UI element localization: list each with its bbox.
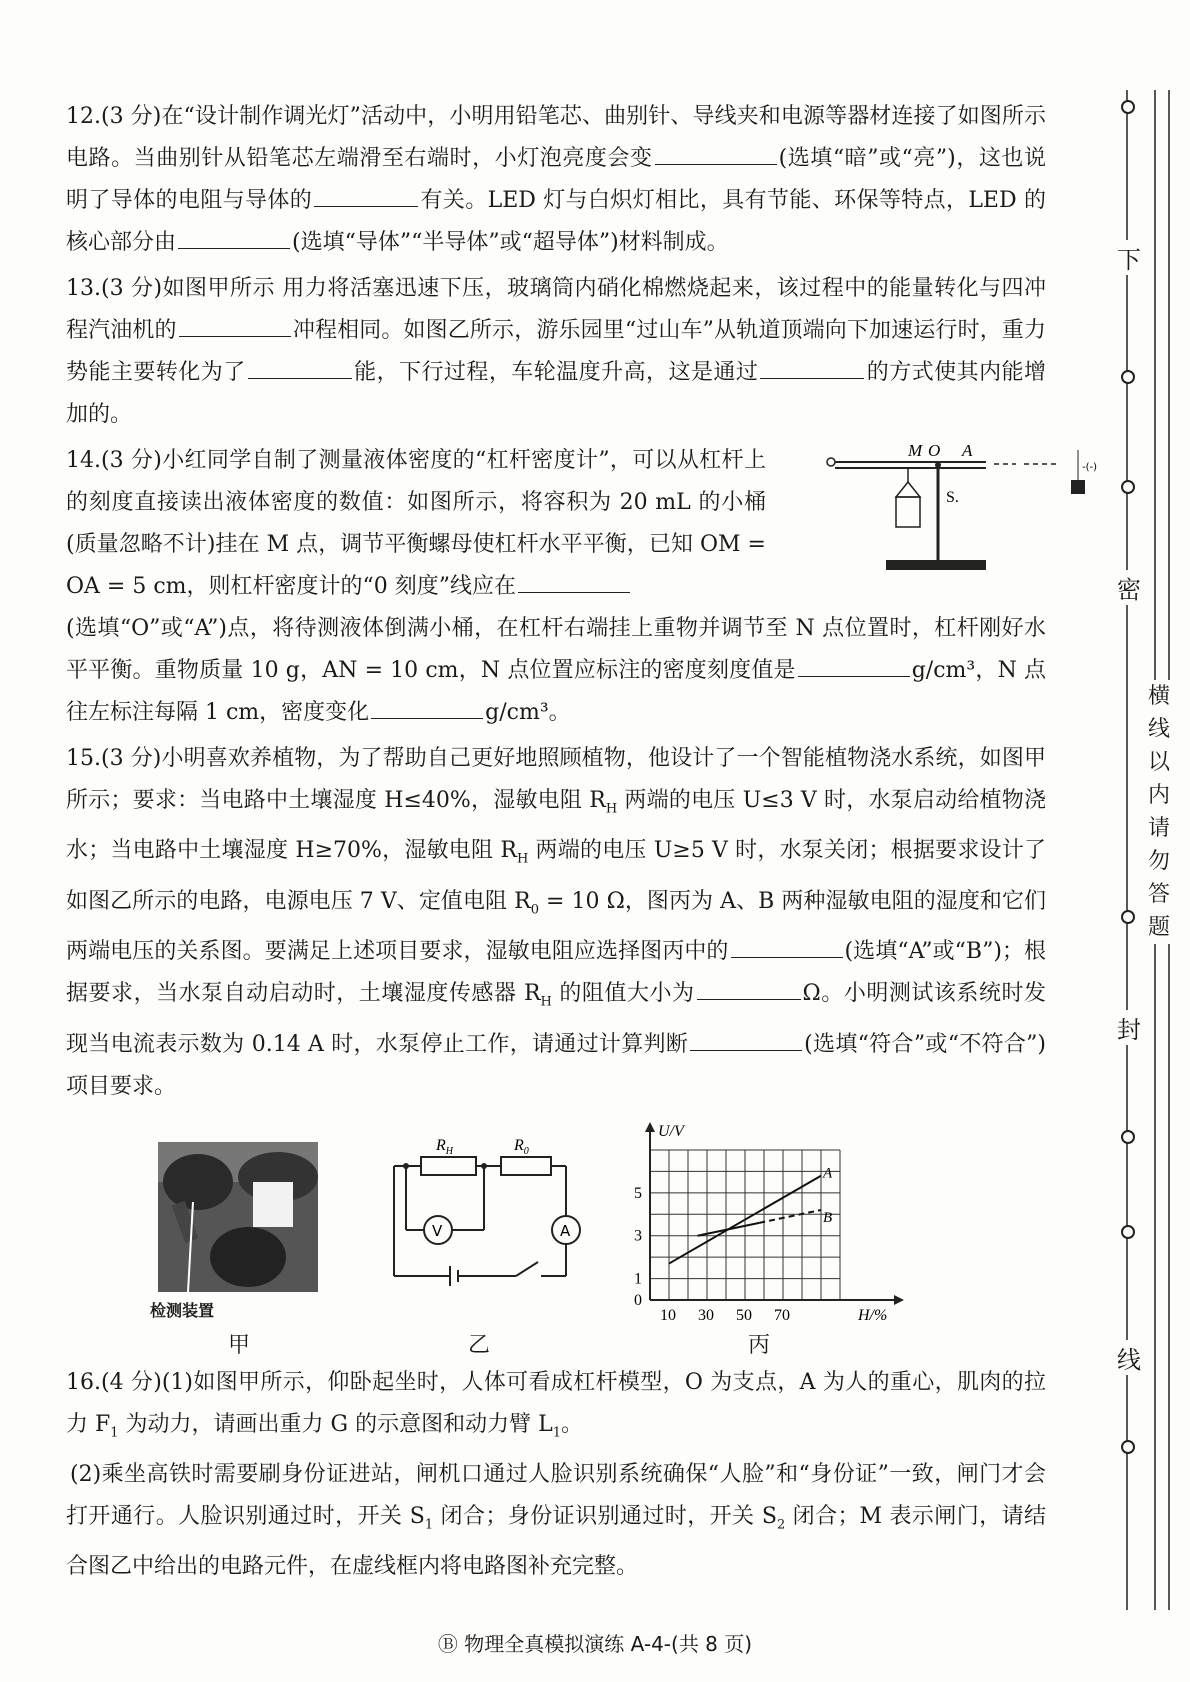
page-footer: Ⓑ 物理全真模拟演练 A-4-(共 8 页) bbox=[437, 1632, 753, 1656]
question-text: 冲程相同。如图乙所示，游乐园里“过山车”从轨道顶端向下加速运行时，重力势能主要转化为了 bbox=[66, 318, 1046, 385]
lever-density-meter-figure bbox=[816, 442, 1116, 592]
binding-hole bbox=[1121, 1225, 1135, 1239]
question-number: 12. bbox=[66, 104, 101, 129]
answer-blank[interactable] bbox=[760, 356, 864, 379]
binding-hole bbox=[1121, 910, 1135, 924]
question-text: (4 分)(1)如图甲所示，仰卧起坐时，人体可看成杠杆模型，O 为支点，A 为人的重心，肌肉的拉力 F bbox=[66, 1369, 1046, 1437]
svg-text:R0 bbox=[513, 1137, 529, 1157]
figure-bing-caption: 丙 bbox=[748, 1332, 771, 1358]
question-text: g/cm³。 bbox=[485, 700, 571, 725]
question-14 bbox=[66, 440, 1098, 734]
series-line-b-dashed bbox=[759, 1210, 821, 1223]
question-text: (选填“A”或“B”)；根据要求，当水泵自动启动时，土壤湿度传感器 R bbox=[66, 939, 1046, 1007]
question-15 bbox=[66, 738, 1046, 1108]
x-axis-arrow bbox=[894, 1295, 904, 1305]
question-text: 两端的电压 U≥5 V 时，水泵关闭；根据要求设计了如图乙所示的电路，电源电压 7 V、定值电阻 R bbox=[66, 838, 1046, 914]
binding-xia: 下 bbox=[1115, 240, 1143, 275]
answer-blank[interactable] bbox=[731, 935, 843, 958]
question-text: (选填“暗”或“亮”)，这也说明了导体的电阻与导体的 bbox=[66, 146, 1046, 213]
r0-label: R bbox=[514, 1136, 524, 1154]
answer-blank[interactable] bbox=[371, 696, 483, 719]
binding-hole bbox=[1121, 1440, 1135, 1454]
subscript: H bbox=[517, 851, 529, 867]
question-text: (选填“导体”“半导体”或“超导体”)材料制成。 bbox=[292, 230, 729, 255]
subscript: H bbox=[540, 994, 552, 1010]
question-text: (选填“O”或“A”)点，将待测液体倒满小桶，在杠杆右端挂上重物并调节至 N 点位置时，杠杆刚好水平平衡。重物质量 10 g，AN = 10 cm，N 点位置应标注的密度刻度值是 bbox=[66, 616, 1046, 683]
question-14-text bbox=[66, 440, 766, 608]
subscript: 2 bbox=[776, 1517, 786, 1533]
x-axis-label: H/% bbox=[858, 1306, 888, 1323]
figure-yi-caption: 乙 bbox=[468, 1332, 491, 1358]
y-tick-label: 5 bbox=[634, 1184, 642, 1202]
plant-photo bbox=[158, 1142, 318, 1292]
question-number: 15. bbox=[66, 746, 101, 771]
y-axis-label: U/V bbox=[658, 1122, 684, 1140]
x-tick-label: 70 bbox=[774, 1306, 790, 1323]
question-text: (3 分)在“设计制作调光灯”活动中，小明用铅笔芯、曲别针、导线夹和电源等器材连接了如图所示电路。当曲别针从铅笔芯左端滑至右端时，小灯泡亮度会变 bbox=[66, 104, 1046, 171]
y-tick-label: 3 bbox=[634, 1227, 642, 1245]
point-a-label: A bbox=[962, 442, 973, 460]
binding-hole bbox=[1121, 100, 1135, 114]
question-text: 有关。LED 灯与白炽灯相比，具有节能、环保等特点，LED 的核心部分由 bbox=[66, 188, 1046, 255]
ammeter-label: A bbox=[560, 1221, 571, 1240]
binding-hole bbox=[1121, 370, 1135, 384]
rh-sub: H bbox=[445, 1145, 454, 1157]
figure-jia-caption: 甲 bbox=[228, 1332, 251, 1358]
nut-label: S. bbox=[946, 489, 959, 506]
figures-row bbox=[66, 1118, 1046, 1358]
question-number: 13. bbox=[66, 276, 101, 301]
x-tick-label: 50 bbox=[736, 1306, 752, 1323]
voltmeter-label: V bbox=[432, 1221, 443, 1240]
answer-blank[interactable] bbox=[314, 184, 418, 207]
x-tick-label: 10 bbox=[660, 1306, 676, 1323]
binding-feng: 封 bbox=[1115, 1010, 1143, 1045]
x-tick-label: 30 bbox=[698, 1306, 714, 1323]
svg-text:RH bbox=[435, 1137, 454, 1157]
question-text: 为动力，请画出重力 G 的示意图和动力臂 L bbox=[118, 1411, 553, 1437]
subscript: 1 bbox=[424, 1517, 434, 1533]
question-number: 14. bbox=[66, 448, 101, 473]
answer-blank[interactable] bbox=[697, 977, 801, 1000]
y-tick-label: 1 bbox=[634, 1270, 642, 1288]
answer-blank[interactable] bbox=[798, 654, 910, 677]
binding-mi: 密 bbox=[1115, 570, 1143, 605]
question-text: (3 分)如图甲所示 用力将活塞迅速下压，玻璃筒内硝化棉燃烧起来，该过程中的能量转化与四冲程汽油机的 bbox=[66, 276, 1046, 343]
answer-blank[interactable] bbox=[690, 1028, 802, 1051]
question-text: 两端的电压 U≤3 V 时，水泵启动给植物浇水；当电路中土壤湿度 H≥70%，湿敏电阻 R bbox=[66, 788, 1046, 864]
question-text: 的方式使其内能增加的。 bbox=[66, 360, 1046, 427]
point-o-label: O bbox=[928, 442, 941, 460]
question-text: (选填“符合”或“不符合”)项目要求。 bbox=[66, 1031, 1046, 1099]
point-m-label: M bbox=[908, 442, 923, 460]
binding-hole bbox=[1121, 1130, 1135, 1144]
question-text: Ω。小明测试该系统时发现当电流表示数为 0.14 A 时，水泵停止工作，请通过计算判断 bbox=[66, 981, 1046, 1057]
humidity-voltage-chart bbox=[610, 1118, 910, 1323]
r0-sub: 0 bbox=[523, 1145, 529, 1157]
subscript: 0 bbox=[530, 902, 539, 918]
question-text: 的阻值大小为 bbox=[551, 981, 695, 1007]
question-text: g/cm³，N 点往左标注每隔 1 cm，密度变化 bbox=[66, 658, 1046, 725]
question-text: (2)乘坐高铁时需要刷身份证进站，闸机口通过人脸识别系统确保“人脸”和“身份证”一致，闸门才会打开通行。人脸识别通过时，开关 S bbox=[66, 1461, 1046, 1529]
series-label-a: A bbox=[823, 1165, 833, 1182]
question-text: 。 bbox=[561, 1411, 584, 1437]
answer-blank[interactable] bbox=[518, 570, 630, 593]
series-label-b: B bbox=[823, 1209, 833, 1226]
question-text: (3 分)小明喜欢养植物，为了帮助自己更好地照顾植物，他设计了一个智能植物浇水系统，如图甲所示；要求：当电路中土壤湿度 H≤40%，湿敏电阻 R bbox=[66, 746, 1046, 813]
binding-notice: 横线以内请勿答题 bbox=[1147, 680, 1175, 944]
subscript: 1 bbox=[552, 1424, 561, 1440]
photo-caption: 检测装置 bbox=[150, 1300, 215, 1320]
question-number: 16. bbox=[66, 1369, 101, 1395]
question-16-part-2 bbox=[66, 1454, 1046, 1588]
answer-blank[interactable] bbox=[248, 356, 352, 379]
subscript: H bbox=[605, 801, 618, 817]
circuit-diagram bbox=[386, 1126, 596, 1296]
question-16 bbox=[66, 1362, 1046, 1454]
question-area bbox=[66, 96, 1098, 1588]
binding-hole bbox=[1121, 480, 1135, 494]
y-tick-label: 0 bbox=[634, 1291, 642, 1309]
question-text: 闭合；M 表示闸门，请结合图乙中给出的电路元件，在虚线框内将电路图补充完整。 bbox=[66, 1503, 1046, 1580]
question-text: (3 分)小红同学自制了测量液体密度的“杠杆密度计”，可以从杠杆上的刻度直接读出液体密度的数值：如图所示，将容积为 20 mL 的小桶(质量忽略不计)挂在 M 点，调节平衡螺母使杠杆水平平衡，已知 OM = OA = 5 cm，则杠杆密度计的“0 刻度”线应在 bbox=[66, 448, 766, 599]
subscript: 1 bbox=[110, 1424, 119, 1440]
question-text: = 10 Ω，图丙为 A、B 两种湿敏电阻的湿度和它们两端电压的关系图。要满足上述项目要求，湿敏电阻应选择图丙中的 bbox=[66, 888, 1046, 965]
question-14-continued bbox=[66, 608, 1046, 734]
question-text: 能，下行过程，车轮温度升高，这是通过 bbox=[353, 360, 759, 385]
answer-blank[interactable] bbox=[179, 314, 291, 337]
binding-margin bbox=[1085, 90, 1185, 1610]
answer-blank[interactable] bbox=[655, 142, 777, 165]
binding-xian: 线 bbox=[1115, 1340, 1143, 1375]
svg-text:-(-): -(-) bbox=[1082, 462, 1098, 473]
rh-label: R bbox=[436, 1136, 446, 1154]
answer-blank[interactable] bbox=[178, 226, 290, 249]
question-13 bbox=[66, 268, 1046, 436]
question-12 bbox=[66, 96, 1046, 264]
question-text: 闭合；身份证识别通过时，开关 S bbox=[433, 1503, 777, 1529]
y-axis-arrow bbox=[645, 1122, 655, 1132]
